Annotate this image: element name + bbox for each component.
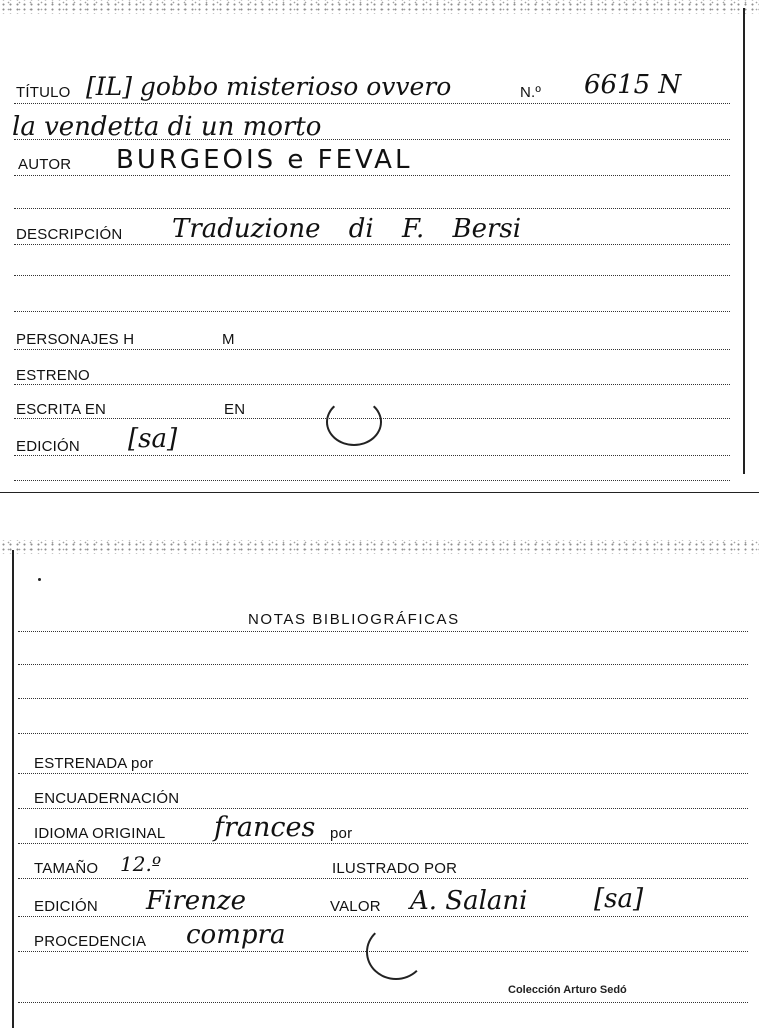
footer-line bbox=[18, 1002, 748, 1003]
procedencia-label: PROCEDENCIA bbox=[34, 933, 147, 950]
card-edge-speckle bbox=[0, 540, 759, 554]
personajes-m-label: M bbox=[222, 331, 235, 348]
titulo-value-line1: [IL] gobbo misterioso ovvero bbox=[86, 72, 452, 101]
stray-mark bbox=[38, 578, 41, 581]
estreno-label: ESTRENO bbox=[16, 367, 90, 384]
idioma-line bbox=[18, 843, 748, 844]
notas-line-3 bbox=[18, 698, 748, 699]
punch-hole-mark bbox=[326, 398, 382, 446]
estrenada-line bbox=[18, 773, 748, 774]
encuadernacion-line bbox=[18, 808, 748, 809]
card-edge-speckle bbox=[0, 0, 759, 14]
descripcion-value: Traduzione di F. Bersi bbox=[172, 214, 522, 244]
estrenada-label: ESTRENADA por bbox=[34, 755, 154, 772]
procedencia-value: compra bbox=[186, 920, 286, 950]
notas-line-1 bbox=[18, 631, 748, 632]
catalog-card-back bbox=[0, 540, 759, 1028]
tamano-label: TAMAÑO bbox=[34, 860, 99, 877]
descripcion-label: DESCRIPCIÓN bbox=[16, 226, 123, 243]
edicion-line bbox=[18, 916, 748, 917]
collection-credit: Colección Arturo Sedó bbox=[508, 984, 627, 996]
titulo-value-line2: la vendetta di un morto bbox=[12, 112, 322, 142]
autor-value: BURGEOIS e FEVAL bbox=[116, 145, 413, 175]
edicion-value: Firenze bbox=[146, 886, 247, 916]
notas-heading: NOTAS BIBLIOGRÁFICAS bbox=[248, 611, 460, 628]
descripcion-line bbox=[14, 244, 730, 245]
card-left-edge bbox=[12, 550, 14, 1028]
blank-line-1 bbox=[14, 208, 730, 209]
titulo-line-2 bbox=[14, 139, 730, 140]
estreno-line bbox=[14, 384, 730, 385]
blank-line-4 bbox=[14, 480, 730, 481]
catalog-card-front bbox=[0, 0, 759, 493]
personajes-label: PERSONAJES H bbox=[16, 331, 135, 348]
ilustrado-label: ILUSTRADO POR bbox=[332, 860, 458, 877]
valor-extra: [sa] bbox=[594, 884, 644, 914]
en-label: EN bbox=[224, 401, 246, 418]
titulo-line-1 bbox=[14, 103, 730, 104]
escrita-en-label: ESCRITA EN bbox=[16, 401, 107, 418]
titulo-label: TÍTULO bbox=[16, 84, 71, 101]
personajes-line bbox=[14, 349, 730, 350]
tamano-value: 12.º bbox=[120, 852, 162, 876]
idioma-value: frances bbox=[214, 812, 316, 843]
card-right-edge bbox=[743, 8, 745, 474]
edicion-value: [sa] bbox=[128, 424, 178, 454]
notas-line-2 bbox=[18, 664, 748, 665]
blank-line-3 bbox=[14, 311, 730, 312]
edicion-label: EDICIÓN bbox=[16, 438, 80, 455]
numero-label: N.º bbox=[520, 84, 542, 101]
valor-value: A. Salani bbox=[410, 886, 528, 916]
edicion-line bbox=[14, 455, 730, 456]
blank-line-2 bbox=[14, 275, 730, 276]
por-label: por bbox=[330, 825, 353, 842]
notas-line-4 bbox=[18, 733, 748, 734]
autor-label: AUTOR bbox=[18, 156, 72, 173]
tamano-line bbox=[18, 878, 748, 879]
punch-hole-mark bbox=[366, 924, 426, 980]
valor-label: VALOR bbox=[330, 898, 381, 915]
numero-value: 6615 N bbox=[584, 70, 682, 100]
encuadernacion-label: ENCUADERNACIÓN bbox=[34, 790, 180, 807]
autor-line bbox=[14, 175, 730, 176]
edicion-label: EDICIÓN bbox=[34, 898, 98, 915]
idioma-label: IDIOMA ORIGINAL bbox=[34, 825, 166, 842]
